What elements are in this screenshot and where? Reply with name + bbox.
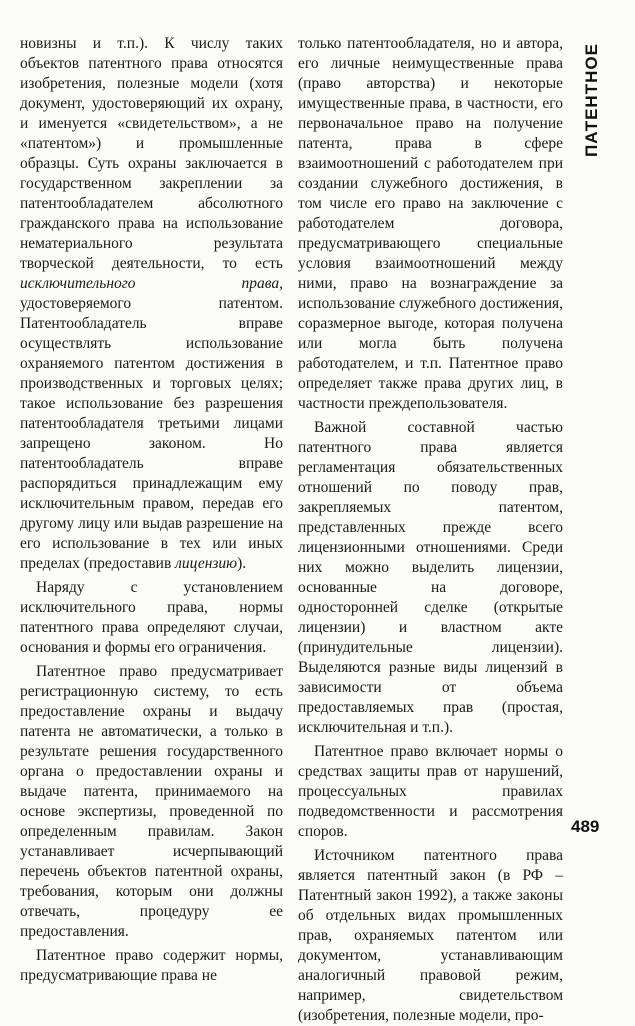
- paragraph: Патентное право содержит нормы, предусматривающие права не: [20, 947, 283, 984]
- paragraph: только патентообладателя, но и автора, его личные неимущественные права (право авторства) и некоторые имущественные права, в частности, его первоначальное право на получение патента, права в сфере взаимоотношений с работодателем при создании служебного достижения, в том числе его право на заключение с работодателем договора, предусматривающего специальные условия взаимоотношений между ними, право на вознаграждение за использование служебного достижения, соразмерное выгоде, которая получена или могла быть получена работодателем, и т.п. Патентное право определяет также права других лиц, в частности преждепользователя.: [298, 35, 563, 412]
- paragraph-text: новизны и т.п.). К числу таких объектов патентного права относятся изобретения, полезные модели (хотя документ, удостоверяющий их охрану, и именуется «свидетельством», а не «патентом») и промышленные образцы. Суть охраны заключается в государственном закреплении за патентообладателем абсолютного гражданского права на использование нематериального результата творческой деятельности, то есть: [20, 35, 283, 272]
- section-sidebar: [579, 30, 605, 170]
- paragraph: Патентное право включает нормы о средствах защиты прав от нарушений, процессуальных правилах подведомственности и рассмотрения споров.: [298, 743, 563, 840]
- italic-term: исключительного права: [20, 275, 280, 292]
- paragraph-text: ).: [237, 555, 247, 572]
- italic-term: лицензию: [175, 555, 238, 572]
- paragraph: Важной составной частью патентного права является регламентация обязательственных отношений по поводу прав, закрепляемых патентом, представленных прежде всего лицензионными отношениями. Среди них можно выделить лицензии, основанные на договоре, односторонней сделке (открытые лицензии) и властном акте (принудительные лицензии). Выделяются разные виды лицензий в зависимости от объема предоставляемых прав (простая, исключительная и т.п.).: [298, 419, 563, 736]
- paragraph: Патентное право предусматривает регистрационную систему, то есть предоставление охраны и выдачу патента не автоматически, а только в результате решения государственного органа о предоставлении охраны и выдаче патента, принимаемого на основе экспертизы, проведенной по определенным правилам. Закон устанавливает исчерпывающий перечень объектов патентной охраны, требования, которым они должны отвечать, процедуру ее предоставления.: [20, 663, 283, 940]
- paragraph: [20, 34, 283, 574]
- right-text-column: [298, 34, 563, 1026]
- paragraph-text: , удостоверяемого патентом. Патентообладатель вправе осуществлять использование охраняемого патентом достижения в производственных и торговых целях; такое использование без разрешения патентообладателя третьими лицами запрещено законом. Но патентообладатель вправе распорядиться принадлежащим ему исключительным правом, передав его другому лицу или выдав разрешение на его использование в тех или иных пределах (предоставив: [20, 275, 283, 572]
- paragraph: Источником патентного права является патентный закон (в РФ – Патентный закон 1992), а также законы об отдельных видах промышленных прав, охраняемых патентом или документом, устанавливающим аналогичный правовой режим, например, свидетельством (изобретения, полезные модели, про-: [298, 847, 563, 1024]
- left-text-column: [20, 34, 283, 986]
- section-label: ПАТЕНТНОЕ: [582, 43, 601, 157]
- paragraph: Наряду с установлением исключительного права, нормы патентного права определяют случаи, основания и формы его ограничения.: [20, 579, 283, 656]
- page-number: 489: [571, 817, 600, 836]
